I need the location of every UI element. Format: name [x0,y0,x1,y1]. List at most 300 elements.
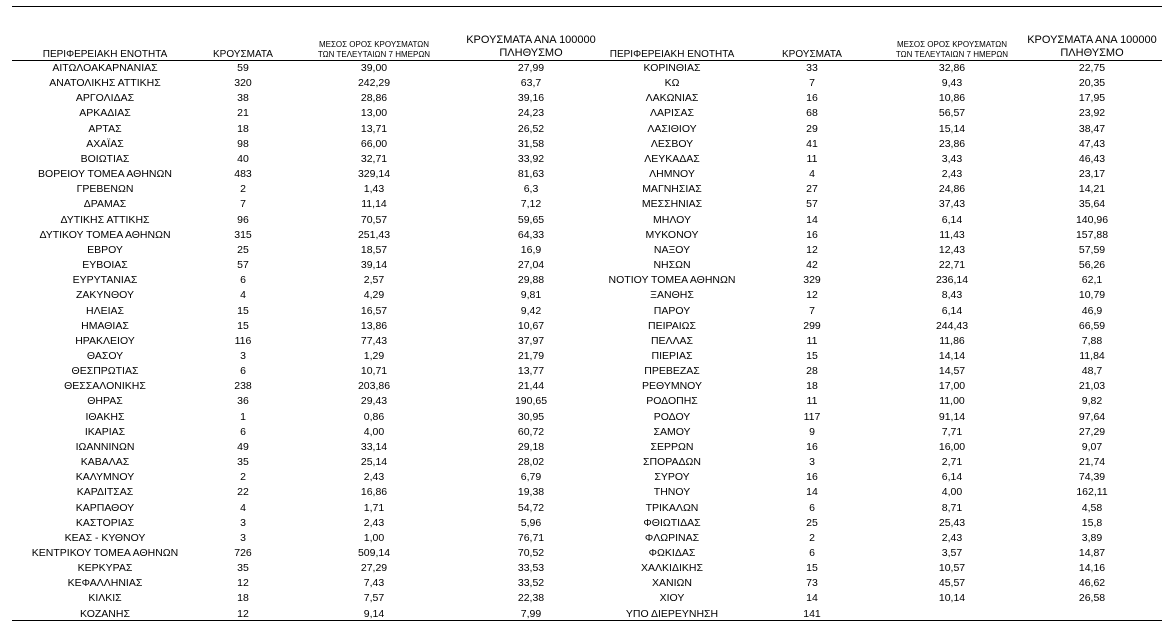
avg7-cell: 13,00 [360,107,388,120]
right-table-header [602,30,1162,60]
avg7-cell: 4,00 [941,486,963,499]
cases-cell: 12 [237,577,249,590]
region-cell: ΘΑΣΟΥ [86,349,124,362]
per100k-cell: 27,99 [517,62,545,74]
region-cell: ΧΑΛΚΙΔΙΚΗΣ [641,562,703,575]
region-cell: ΚΑΛΥΜΝΟΥ [75,471,135,484]
avg7-cell: 4,00 [363,425,385,438]
cases-cell: 98 [237,137,249,150]
avg7-cell: 32,71 [360,152,388,165]
region-cell: ΚΑΡΔΙΤΣΑΣ [76,486,134,499]
per100k-cell: 14,87 [1078,547,1106,559]
per100k-cell: 6,79 [520,471,542,484]
table-row [12,516,602,531]
cases-cell: 141 [803,607,821,620]
table-row [12,213,602,228]
avg7-cell: 70,57 [360,213,388,226]
cases-cell: 16 [806,440,818,453]
header-avg7-line1: ΜΕΣΟΣ ΟΡΟΣ ΚΡΟΥΣΜΑΤΩΝ [318,40,430,49]
cases-cell: 68 [806,107,818,120]
per100k-cell: 30,95 [517,410,545,423]
cases-cell: 15 [237,319,249,332]
per100k-cell: 63,7 [520,77,542,90]
left-table-body [12,60,602,622]
cases-cell: 14 [806,486,818,499]
avg7-cell: 2,57 [363,274,385,287]
cases-cell: 29 [806,122,818,135]
per100k-cell: 22,38 [517,592,545,605]
region-cell: ΑΡΚΑΔΙΑΣ [79,107,131,120]
region-cell: ΑΝΑΤΟΛΙΚΗΣ ΑΤΤΙΚΗΣ [49,77,161,90]
per100k-cell: 33,92 [517,152,545,165]
per100k-cell: 14,21 [1078,183,1106,196]
region-cell: ΔΡΑΜΑΣ [83,198,127,211]
region-cell: ΠΕΙΡΑΙΩΣ [648,319,696,332]
per100k-cell: 7,99 [520,607,542,620]
avg7-cell: 39,14 [360,259,388,272]
avg7-cell: 7,57 [363,592,385,605]
table-row [602,410,1162,425]
cases-cell: 36 [237,395,249,408]
cases-cell: 726 [234,547,252,559]
cases-cell: 33 [806,62,818,74]
region-cell: ΘΗΡΑΣ [87,395,123,408]
region-cell: ΕΥΡΥΤΑΝΙΑΣ [72,274,138,287]
header-per100k-line1: ΚΡΟΥΣΜΑΤΑ ΑΝΑ 100000 [466,34,596,46]
table-row [602,167,1162,182]
table-row [12,61,602,76]
table-row [602,516,1162,531]
region-cell: ΤΗΝΟΥ [653,486,691,499]
region-cell: ΛΑΣΙΘΙΟΥ [647,122,697,135]
header-region: ΠΕΡΙΦΕΡΕΙΑΚΗ ΕΝΟΤΗΤΑ [609,49,735,60]
region-cell: ΚΟΖΑΝΗΣ [80,607,130,620]
per100k-cell: 190,65 [514,395,548,408]
region-cell: ΛΗΜΝΟΥ [649,168,695,181]
cases-cell: 12 [806,289,818,302]
table-row [12,470,602,485]
avg7-cell: 23,86 [938,137,966,150]
avg7-cell: 1,43 [363,183,385,196]
table-row [602,349,1162,364]
avg7-cell: 2,43 [941,531,963,544]
cases-cell: 4 [240,289,246,302]
header-avg7 [882,40,1022,60]
cases-cell: 25 [806,516,818,529]
cases-cell: 96 [237,213,249,226]
avg7-cell: 77,43 [360,334,388,347]
cases-cell: 2 [240,471,246,484]
per100k-cell: 20,35 [1078,77,1106,90]
header-per100k [460,34,602,60]
region-cell: ΚΙΛΚΙΣ [88,592,122,605]
region-cell: ΔΥΤΙΚΟΥ ΤΟΜΕΑ ΑΘΗΝΩΝ [39,228,171,241]
cases-cell: 15 [806,562,818,575]
table-row [602,182,1162,197]
table-row [602,546,1162,561]
per100k-cell: 11,84 [1079,349,1105,362]
avg7-cell: 33,14 [360,440,388,453]
avg7-cell: 28,86 [360,92,388,105]
table-row [12,304,602,319]
region-cell: ΠΡΕΒΕΖΑΣ [644,365,700,378]
table-row [12,243,602,258]
avg7-cell: 25,43 [938,516,966,529]
per100k-cell: 46,43 [1078,152,1106,165]
avg7-cell: 39,00 [360,62,388,74]
avg7-cell: 12,43 [938,243,966,256]
cases-cell: 57 [806,198,818,211]
per100k-cell: 29,88 [517,274,545,287]
avg7-cell: 236,14 [935,274,969,287]
right-table [602,30,1162,622]
cases-cell: 15 [237,304,249,317]
region-cell: ΞΑΝΘΗΣ [650,289,694,302]
cases-cell: 7 [240,198,246,211]
table-row [12,455,602,470]
per100k-cell: 38,47 [1078,122,1106,135]
header-avg7 [288,40,460,60]
per100k-cell: 21,44 [517,380,545,393]
table-row [12,106,602,121]
per100k-cell: 14,16 [1078,562,1106,575]
table-row [602,273,1162,288]
per100k-cell: 31,58 [517,137,545,150]
region-cell: ΣΕΡΡΩΝ [650,440,694,453]
cases-cell: 4 [809,168,815,181]
avg7-cell: 11,86 [939,334,965,347]
table-row [602,561,1162,576]
avg7-cell: 11,14 [361,198,387,211]
table-row [602,288,1162,303]
table-row [602,137,1162,152]
cases-cell: 25 [237,243,249,256]
table-row [602,197,1162,212]
cases-cell: 16 [806,92,818,105]
per100k-cell: 46,9 [1081,304,1103,317]
header-avg7-line2: ΤΩΝ ΤΕΛΕΥΤΑΙΩΝ 7 ΗΜΕΡΩΝ [895,50,1009,59]
table-row [602,470,1162,485]
header-avg7-line1: ΜΕΣΟΣ ΟΡΟΣ ΚΡΟΥΣΜΑΤΩΝ [896,40,1008,49]
avg7-cell: 11,43 [939,228,965,241]
cases-cell: 3 [240,531,246,544]
avg7-cell: 18,57 [360,243,388,256]
per100k-cell: 33,53 [517,562,545,575]
per100k-cell: 22,75 [1078,62,1106,74]
per100k-cell: 76,71 [517,531,545,544]
region-cell: ΡΕΘΥΜΝΟΥ [641,380,702,393]
table-row [602,152,1162,167]
header-per100k-line1: ΚΡΟΥΣΜΑΤΑ ΑΝΑ 100000 [1027,34,1157,46]
header-per100k-line2: ΠΛΗΘΥΣΜΟ [1060,47,1124,59]
table-row [12,273,602,288]
table-row [12,152,602,167]
per100k-cell: 64,33 [517,228,545,241]
region-cell: ΗΜΑΘΙΑΣ [81,319,129,332]
cases-cell: 73 [806,577,818,590]
per100k-cell: 15,8 [1081,516,1103,529]
left-table-header [12,30,602,60]
cases-cell: 14 [806,213,818,226]
per100k-cell: 21,03 [1078,380,1106,393]
per100k-cell: 17,95 [1078,92,1106,105]
avg7-cell: 16,86 [360,486,388,499]
per100k-cell: 6,3 [523,183,539,196]
region-cell: ΓΡΕΒΕΝΩΝ [76,183,134,196]
cases-cell: 6 [240,274,246,287]
region-cell: ΚΕΡΚΥΡΑΣ [77,562,133,575]
region-cell: ΧΑΝΙΩΝ [652,577,692,590]
cases-cell: 12 [237,607,249,620]
per100k-cell: 7,88 [1081,334,1103,347]
cases-cell: 3 [240,349,246,362]
avg7-cell: 509,14 [357,547,391,559]
avg7-cell: 242,29 [357,77,391,90]
cases-cell: 18 [237,592,249,605]
avg7-cell: 9,43 [941,77,963,90]
cases-cell: 117 [803,410,821,423]
region-cell: ΠΕΛΛΑΣ [650,334,694,347]
region-cell: ΧΙΟΥ [659,592,685,605]
region-cell: ΛΕΣΒΟΥ [650,137,694,150]
header-region: ΠΕΡΙΦΕΡΕΙΑΚΗ ΕΝΟΤΗΤΑ [42,49,168,60]
right-table-body [602,60,1162,622]
avg7-cell: 22,71 [938,259,966,272]
region-cell: ΝΗΣΩΝ [653,259,691,272]
cases-cell: 2 [240,183,246,196]
region-cell: ΚΕΑΣ - ΚΥΘΝΟΥ [64,531,146,544]
table-row [602,304,1162,319]
cases-cell: 6 [240,425,246,438]
table-row [602,425,1162,440]
table-row [602,394,1162,409]
table-row [12,197,602,212]
cases-cell: 22 [237,486,249,499]
region-cell: ΘΕΣΠΡΩΤΙΑΣ [71,365,139,378]
per100k-cell: 37,97 [517,334,545,347]
region-cell: ΑΙΤΩΛΟΑΚΑΡΝΑΝΙΑΣ [52,62,158,74]
avg7-cell: 29,43 [360,395,388,408]
cases-cell: 315 [234,228,252,241]
table-row [602,258,1162,273]
table-row [602,61,1162,76]
bottom-rule [12,620,1162,621]
per100k-cell: 157,88 [1075,228,1109,241]
region-cell: ΝΟΤΙΟΥ ΤΟΜΕΑ ΑΘΗΝΩΝ [608,274,736,287]
table-row [602,591,1162,606]
region-cell: ΖΑΚΥΝΘΟΥ [75,289,134,302]
table-row [12,394,602,409]
per100k-cell: 16,9 [520,243,542,256]
region-cell: ΝΑΞΟΥ [653,243,691,256]
region-cell: ΘΕΣΣΑΛΟΝΙΚΗΣ [64,380,146,393]
region-cell: ΕΥΒΟΙΑΣ [82,259,128,272]
cases-cell: 41 [806,137,818,150]
cases-cell: 6 [240,365,246,378]
region-cell: ΚΩ [664,77,680,90]
region-cell: ΦΘΙΩΤΙΔΑΣ [643,516,701,529]
table-row [12,349,602,364]
cases-cell: 16 [806,471,818,484]
avg7-cell: 8,71 [941,501,963,514]
avg7-cell: 16,57 [360,304,388,317]
avg7-cell: 1,29 [363,349,385,362]
region-cell: ΗΡΑΚΛΕΙΟΥ [75,334,135,347]
header-per100k [1022,34,1162,60]
per100k-cell: 60,72 [517,425,545,438]
cases-cell: 12 [806,243,818,256]
avg7-cell: 8,43 [941,289,963,302]
avg7-cell: 6,14 [941,304,963,317]
table-row [602,76,1162,91]
table-row [12,76,602,91]
avg7-cell: 2,43 [363,516,385,529]
region-cell: ΔΥΤΙΚΗΣ ΑΤΤΙΚΗΣ [60,213,150,226]
region-cell: ΚΑΣΤΟΡΙΑΣ [75,516,135,529]
table-row [12,410,602,425]
region-cell: ΙΚΑΡΙΑΣ [84,425,126,438]
cases-cell: 40 [237,152,249,165]
per100k-cell: 54,72 [517,501,545,514]
cases-cell: 6 [809,501,815,514]
region-cell: ΕΒΡΟΥ [87,243,123,256]
region-cell: ΜΕΣΣΗΝΙΑΣ [641,198,703,211]
avg7-cell: 244,43 [935,319,969,332]
table-row [12,228,602,243]
table-row [12,379,602,394]
avg7-cell: 2,43 [941,168,963,181]
cases-cell: 16 [806,228,818,241]
avg7-cell: 10,57 [938,562,966,575]
cases-cell: 57 [237,259,249,272]
avg7-cell: 66,00 [360,137,388,150]
avg7-cell: 15,14 [938,122,966,135]
table-row [12,425,602,440]
cases-cell: 42 [806,259,818,272]
table-row [602,91,1162,106]
cases-cell: 21 [237,107,249,120]
table-row [12,122,602,137]
table-row [602,213,1162,228]
table-row [12,288,602,303]
per100k-cell: 81,63 [517,168,545,181]
avg7-cell: 45,57 [938,577,966,590]
cases-cell: 4 [240,501,246,514]
table-row [12,440,602,455]
table-row [12,182,602,197]
per100k-cell: 74,39 [1078,471,1106,484]
table-row [12,561,602,576]
avg7-cell: 7,43 [363,577,385,590]
region-cell: ΚΟΡΙΝΘΙΑΣ [643,62,701,74]
table-row [602,364,1162,379]
per100k-cell: 46,62 [1078,577,1106,590]
avg7-cell: 13,71 [360,122,388,135]
table-row [12,531,602,546]
region-cell: ΤΡΙΚΑΛΩΝ [645,501,699,514]
table-row [12,364,602,379]
region-cell: ΚΕΝΤΡΙΚΟΥ ΤΟΜΕΑ ΑΘΗΝΩΝ [31,547,179,559]
table-row [12,319,602,334]
table-row [12,167,602,182]
per100k-cell: 9,42 [520,304,542,317]
per100k-cell: 10,67 [517,319,545,332]
avg7-cell: 9,14 [363,607,385,620]
per100k-cell: 35,64 [1078,198,1106,211]
per100k-cell: 66,59 [1078,319,1106,332]
region-cell: ΜΥΚΟΝΟΥ [645,228,699,241]
per100k-cell: 24,23 [517,107,545,120]
cases-cell: 28 [806,365,818,378]
top-rule [12,6,1162,7]
per100k-cell: 97,64 [1078,410,1106,423]
header-cases: ΚΡΟΥΣΜΑΤΑ [782,49,842,60]
per100k-cell: 28,02 [517,456,545,469]
cases-cell: 7 [809,304,815,317]
region-cell: ΠΙΕΡΙΑΣ [651,349,693,362]
avg7-cell: 37,43 [938,198,966,211]
region-cell: ΒΟΙΩΤΙΑΣ [80,152,130,165]
region-cell: ΛΑΡΙΣΑΣ [650,107,694,120]
cases-cell: 3 [240,516,246,529]
per100k-cell: 48,7 [1081,365,1103,378]
cases-cell: 329 [803,274,821,287]
per100k-cell: 21,79 [517,349,545,362]
per100k-cell: 26,52 [517,122,545,135]
cases-cell: 49 [237,440,249,453]
cases-cell: 18 [237,122,249,135]
per100k-cell: 9,82 [1081,395,1103,408]
table-row [602,379,1162,394]
cases-cell: 14 [806,592,818,605]
avg7-cell: 10,86 [938,92,966,105]
table-row [12,485,602,500]
region-cell: ΙΘΑΚΗΣ [85,410,125,423]
avg7-cell: 203,86 [357,380,391,393]
table-row [602,243,1162,258]
per100k-cell: 23,17 [1078,168,1106,181]
region-cell: ΙΩΑΝΝΙΝΩΝ [75,440,135,453]
per100k-cell: 57,59 [1078,243,1106,256]
avg7-cell: 1,71 [363,501,385,514]
table-row [602,106,1162,121]
per100k-cell: 23,92 [1078,107,1106,120]
avg7-cell: 6,14 [941,471,963,484]
region-cell: ΚΑΡΠΑΘΟΥ [75,501,135,514]
per100k-cell: 26,58 [1078,592,1106,605]
region-cell: ΣΑΜΟΥ [653,425,691,438]
cases-cell: 35 [237,562,249,575]
cases-cell: 35 [237,456,249,469]
avg7-cell: 27,29 [360,562,388,575]
cases-cell: 11 [806,395,818,408]
cases-cell: 238 [234,380,252,393]
avg7-cell: 91,14 [938,410,966,423]
avg7-cell: 17,00 [938,380,966,393]
region-cell: ΛΕΥΚΑΔΑΣ [644,152,700,165]
region-cell: ΦΩΚΙΔΑΣ [648,547,696,559]
cases-cell: 59 [237,62,249,74]
table-row [602,440,1162,455]
header-avg7-line2: ΤΩΝ ΤΕΛΕΥΤΑΙΩΝ 7 ΗΜΕΡΩΝ [317,50,431,59]
region-cell: ΑΡΓΟΛΙΔΑΣ [75,92,135,105]
per100k-cell: 27,04 [517,259,545,272]
cases-cell: 320 [234,77,252,90]
table-row [12,591,602,606]
avg7-cell: 7,71 [941,425,963,438]
table-row [602,455,1162,470]
region-cell: ΜΑΓΝΗΣΙΑΣ [642,183,702,196]
